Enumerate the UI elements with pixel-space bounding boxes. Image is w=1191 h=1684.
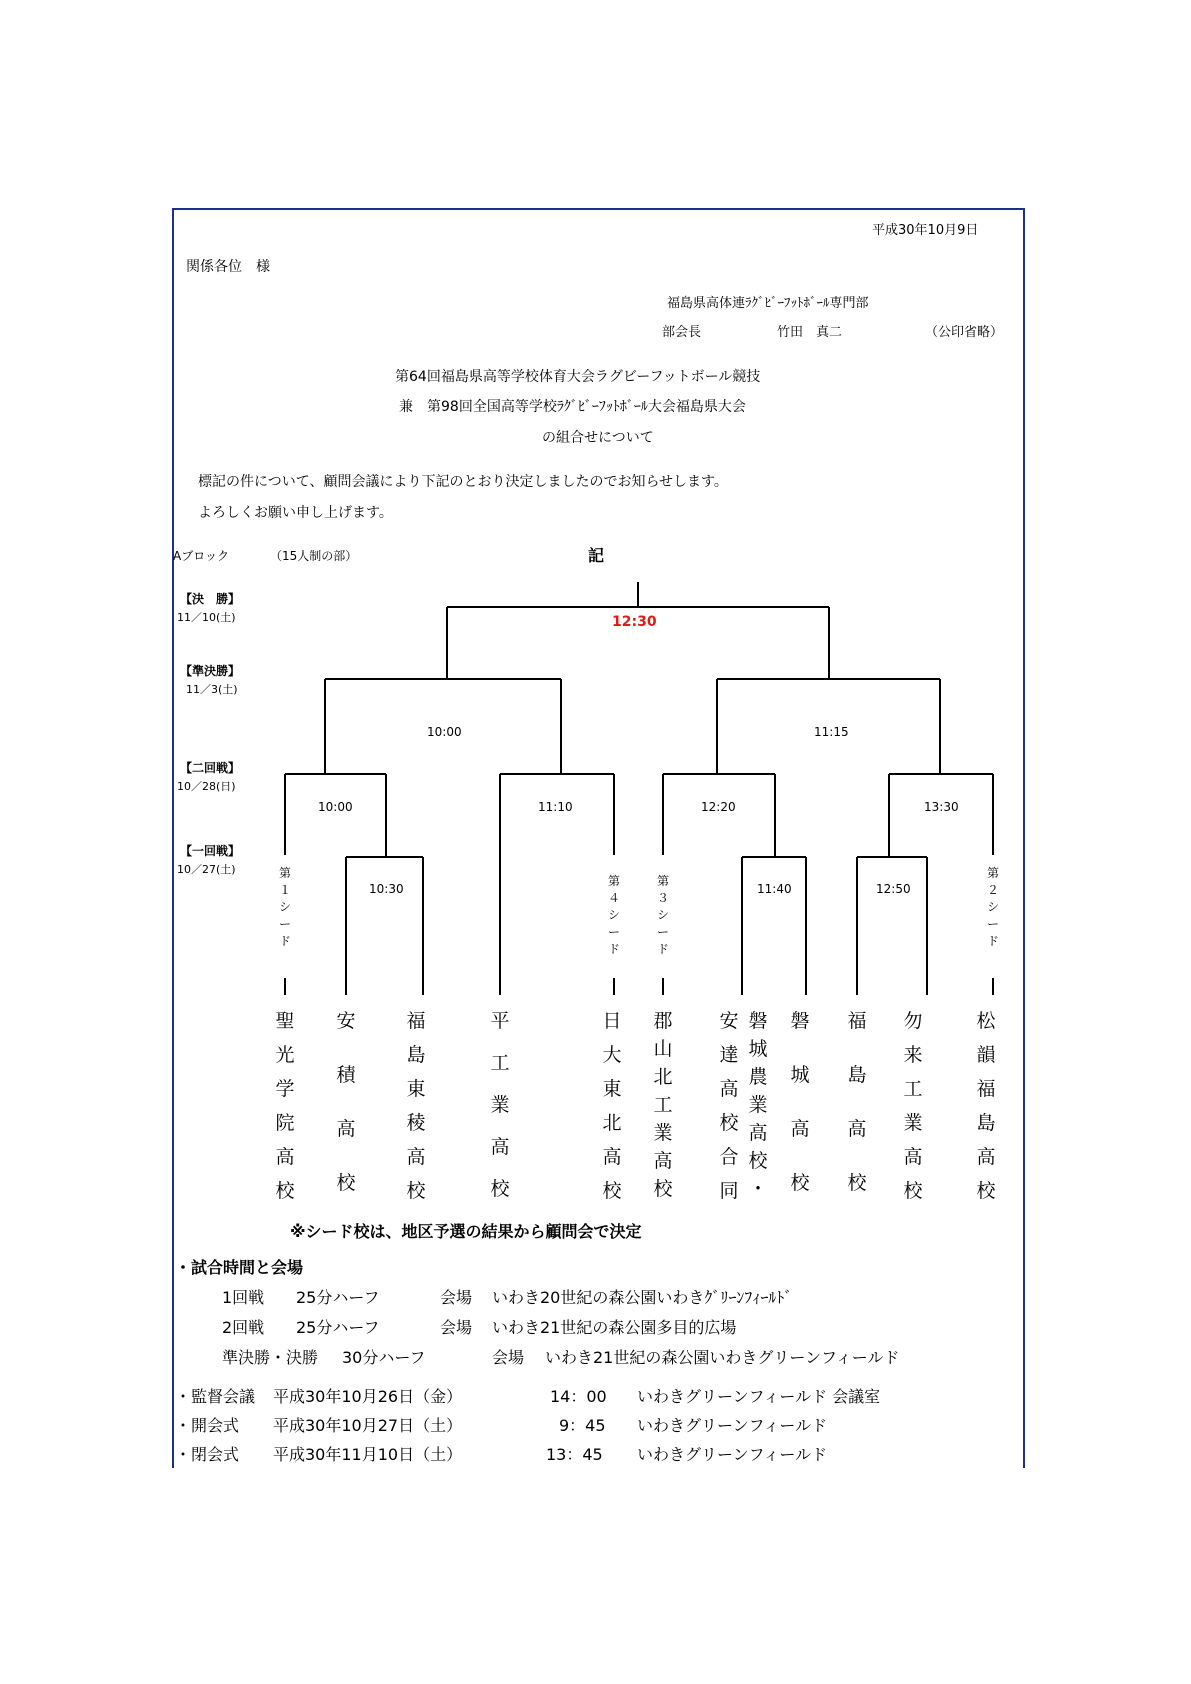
event-2-time: 9：45 [559, 1416, 606, 1435]
vertical-char: 安 [336, 1010, 356, 1032]
vertical-char: 福 [976, 1078, 996, 1100]
vertical-char: 業 [653, 1122, 673, 1144]
vertical-char: ド [986, 934, 999, 948]
vertical-char: ド [656, 942, 669, 956]
vertical-char: 校 [490, 1178, 510, 1200]
event-1-time: 14：00 [550, 1387, 607, 1406]
vertical-char: 高 [847, 1118, 867, 1140]
vertical-char: 高 [903, 1146, 923, 1168]
vertical-char: 農 [748, 1066, 768, 1088]
event-2-name: ・開会式 [175, 1416, 240, 1435]
addressee: 関係各位 様 [186, 259, 270, 275]
vertical-char: 来 [903, 1044, 923, 1066]
division-label: （15人制の部） [270, 549, 358, 563]
vertical-char: 校 [976, 1180, 996, 1202]
final-round-label: 【決 勝】 [180, 592, 241, 606]
schedule-r2-venue-label: 会場 [440, 1318, 473, 1337]
body-paragraph-2: よろしくお願い申し上げます。 [198, 505, 393, 521]
vertical-char: 工 [653, 1094, 673, 1116]
vertical-char: 合 [719, 1146, 739, 1168]
vertical-char: 郡 [653, 1010, 673, 1032]
vertical-char: 同 [719, 1180, 739, 1202]
event-3-date: 平成30年11月10日（土） [273, 1445, 463, 1464]
vertical-char: ー [986, 917, 999, 931]
semi-right-time: 11:15 [814, 725, 849, 739]
vertical-char: 北 [602, 1112, 622, 1134]
vertical-char: ー [607, 925, 620, 939]
vertical-char: 高 [976, 1146, 996, 1168]
vertical-char: ー [656, 925, 669, 939]
schedule-r1-venue: いわき20世紀の森公園いわきｸﾞﾘｰﾝﾌｨｰﾙﾄﾞ [492, 1288, 793, 1307]
vertical-char: 北 [653, 1066, 673, 1088]
vertical-char: 第 [656, 874, 669, 888]
block-label: Aブロック [173, 549, 229, 563]
vertical-char: 光 [275, 1044, 295, 1066]
first-round-date: 10／27(土) [177, 863, 236, 876]
vertical-char: 校 [719, 1112, 739, 1134]
vertical-char: ４ [607, 891, 620, 905]
vertical-char: 校 [406, 1180, 426, 1202]
second-round-label: 【二回戦】 [180, 761, 241, 775]
vertical-char: 東 [406, 1078, 426, 1100]
vertical-char: 業 [490, 1094, 510, 1116]
vertical-char: 城 [748, 1038, 768, 1060]
final-round-date: 11／10(土) [177, 611, 236, 624]
event-3-place: いわきグリーンフィールド [637, 1445, 828, 1464]
vertical-char: 業 [748, 1094, 768, 1116]
vertical-char: 勿 [903, 1010, 923, 1032]
vertical-char: 高 [490, 1136, 510, 1158]
vertical-char: ド [607, 942, 620, 956]
first-round-label: 【一回戦】 [180, 844, 241, 858]
semi-round-label: 【準決勝】 [180, 664, 241, 678]
vertical-char: 院 [275, 1112, 295, 1134]
vertical-char: ド [278, 934, 291, 948]
seed-note: ※シード校は、地区予選の結果から顧問会で決定 [290, 1222, 642, 1241]
body-paragraph-1: 標記の件について、顧問会議により下記のとおり決定しましたのでお知らせします。 [198, 474, 728, 490]
vertical-char: 校 [602, 1180, 622, 1202]
vertical-char: 校 [847, 1172, 867, 1194]
schedule-r3-venue-label: 会場 [492, 1348, 525, 1367]
vertical-char: 磐 [790, 1010, 810, 1032]
seal-note: （公印省略） [925, 325, 1004, 340]
vertical-char: 第 [986, 866, 999, 880]
vertical-char: 安 [719, 1010, 739, 1032]
vertical-char: 島 [976, 1112, 996, 1134]
vertical-char: 島 [406, 1044, 426, 1066]
vertical-char: 校 [903, 1180, 923, 1202]
vertical-char: 日 [602, 1010, 622, 1032]
vertical-char: シ [986, 900, 999, 914]
r2-match-3-time: 12:20 [701, 800, 736, 814]
vertical-char: 山 [653, 1038, 673, 1060]
schedule-r1-half: 25分ハーフ [296, 1288, 380, 1307]
schedule-r2-round: 2回戦 [222, 1318, 265, 1337]
vertical-char: 達 [719, 1044, 739, 1066]
vertical-char: 松 [976, 1010, 996, 1032]
r1-match-1-time: 10:30 [369, 882, 404, 896]
schedule-r1-venue-label: 会場 [440, 1288, 473, 1307]
vertical-char: 高 [602, 1146, 622, 1168]
vertical-char: 工 [490, 1052, 510, 1074]
title-line-1: 第64回福島県高等学校体育大会ラグビーフットボール競技 [395, 369, 761, 385]
event-3-name: ・閉会式 [175, 1445, 240, 1464]
vertical-char: 高 [748, 1122, 768, 1144]
vertical-char: 高 [653, 1150, 673, 1172]
vertical-char: 第 [607, 874, 620, 888]
semi-left-time: 10:00 [427, 725, 462, 739]
schedule-r1-round: 1回戦 [222, 1288, 265, 1307]
ki-heading: 記 [588, 546, 605, 565]
vertical-char: 工 [903, 1078, 923, 1100]
schedule-r2-venue: いわき21世紀の森公園多目的広場 [492, 1318, 737, 1337]
vertical-char: 稜 [406, 1112, 426, 1134]
r2-match-1-time: 10:00 [318, 800, 353, 814]
schedule-heading: ・試合時間と会場 [175, 1258, 304, 1277]
vertical-char: 積 [336, 1064, 356, 1086]
vertical-char: １ [278, 883, 291, 897]
vertical-char: 城 [790, 1064, 810, 1086]
document-date: 平成30年10月9日 [872, 223, 979, 238]
r2-match-4-time: 13:30 [924, 800, 959, 814]
vertical-char: 聖 [275, 1010, 295, 1032]
r1-match-3-time: 12:50 [876, 882, 911, 896]
event-1-place: いわきグリーンフィールド 会議室 [637, 1387, 881, 1406]
vertical-char: ２ [986, 883, 999, 897]
event-2-date: 平成30年10月27日（土） [273, 1416, 463, 1435]
vertical-char: 東 [602, 1078, 622, 1100]
second-round-date: 10／28(日) [177, 780, 236, 793]
schedule-r3-venue: いわき21世紀の森公園いわきグリーンフィールド [545, 1348, 900, 1367]
vertical-char: 高 [790, 1118, 810, 1140]
event-3-time: 13：45 [546, 1445, 603, 1464]
semi-round-date: 11／3(土) [186, 683, 238, 696]
vertical-char: 校 [275, 1180, 295, 1202]
vertical-char: 第 [278, 866, 291, 880]
vertical-char: 高 [336, 1118, 356, 1140]
final-time: 12:30 [612, 614, 657, 630]
vertical-char: 韻 [976, 1044, 996, 1066]
vertical-char: ３ [656, 891, 669, 905]
event-1-date: 平成30年10月26日（金） [273, 1387, 463, 1406]
vertical-char: シ [278, 900, 291, 914]
schedule-r3-round: 準決勝・決勝 [222, 1348, 319, 1367]
event-1-name: ・監督会議 [175, 1387, 256, 1406]
title-line-2: 兼 第98回全国高等学校ﾗｸﾞﾋﾞｰﾌｯﾄﾎﾞｰﾙ大会福島県大会 [399, 399, 746, 415]
title-line-3: の組合せについて [542, 430, 654, 446]
vertical-char: 高 [275, 1146, 295, 1168]
vertical-char: 平 [490, 1010, 510, 1032]
vertical-char: 福 [406, 1010, 426, 1032]
event-2-place: いわきグリーンフィールド [637, 1416, 828, 1435]
vertical-char: シ [656, 908, 669, 922]
vertical-char: 業 [903, 1112, 923, 1134]
r2-match-2-time: 11:10 [538, 800, 573, 814]
vertical-char: 校 [653, 1178, 673, 1200]
organization: 福島県高体連ﾗｸﾞﾋﾞｰﾌｯﾄﾎﾞｰﾙ専門部 [667, 296, 869, 311]
chair-title: 部会長 [662, 325, 702, 340]
vertical-char: 磐 [748, 1010, 768, 1032]
r1-match-2-time: 11:40 [757, 882, 792, 896]
vertical-char: ー [278, 917, 291, 931]
vertical-char: 校 [336, 1172, 356, 1194]
vertical-char: 島 [847, 1064, 867, 1086]
vertical-char: 高 [406, 1146, 426, 1168]
vertical-char: 大 [602, 1044, 622, 1066]
vertical-char: 校 [748, 1150, 768, 1172]
schedule-r2-half: 25分ハーフ [296, 1318, 380, 1337]
vertical-char: 福 [847, 1010, 867, 1032]
vertical-char: 校 [790, 1172, 810, 1194]
schedule-r3-half: 30分ハーフ [342, 1348, 426, 1367]
chair-name: 竹田 真二 [777, 325, 843, 340]
vertical-char: 学 [275, 1078, 295, 1100]
vertical-char: 高 [719, 1078, 739, 1100]
vertical-char: シ [607, 908, 620, 922]
vertical-char: ・ [748, 1178, 768, 1200]
